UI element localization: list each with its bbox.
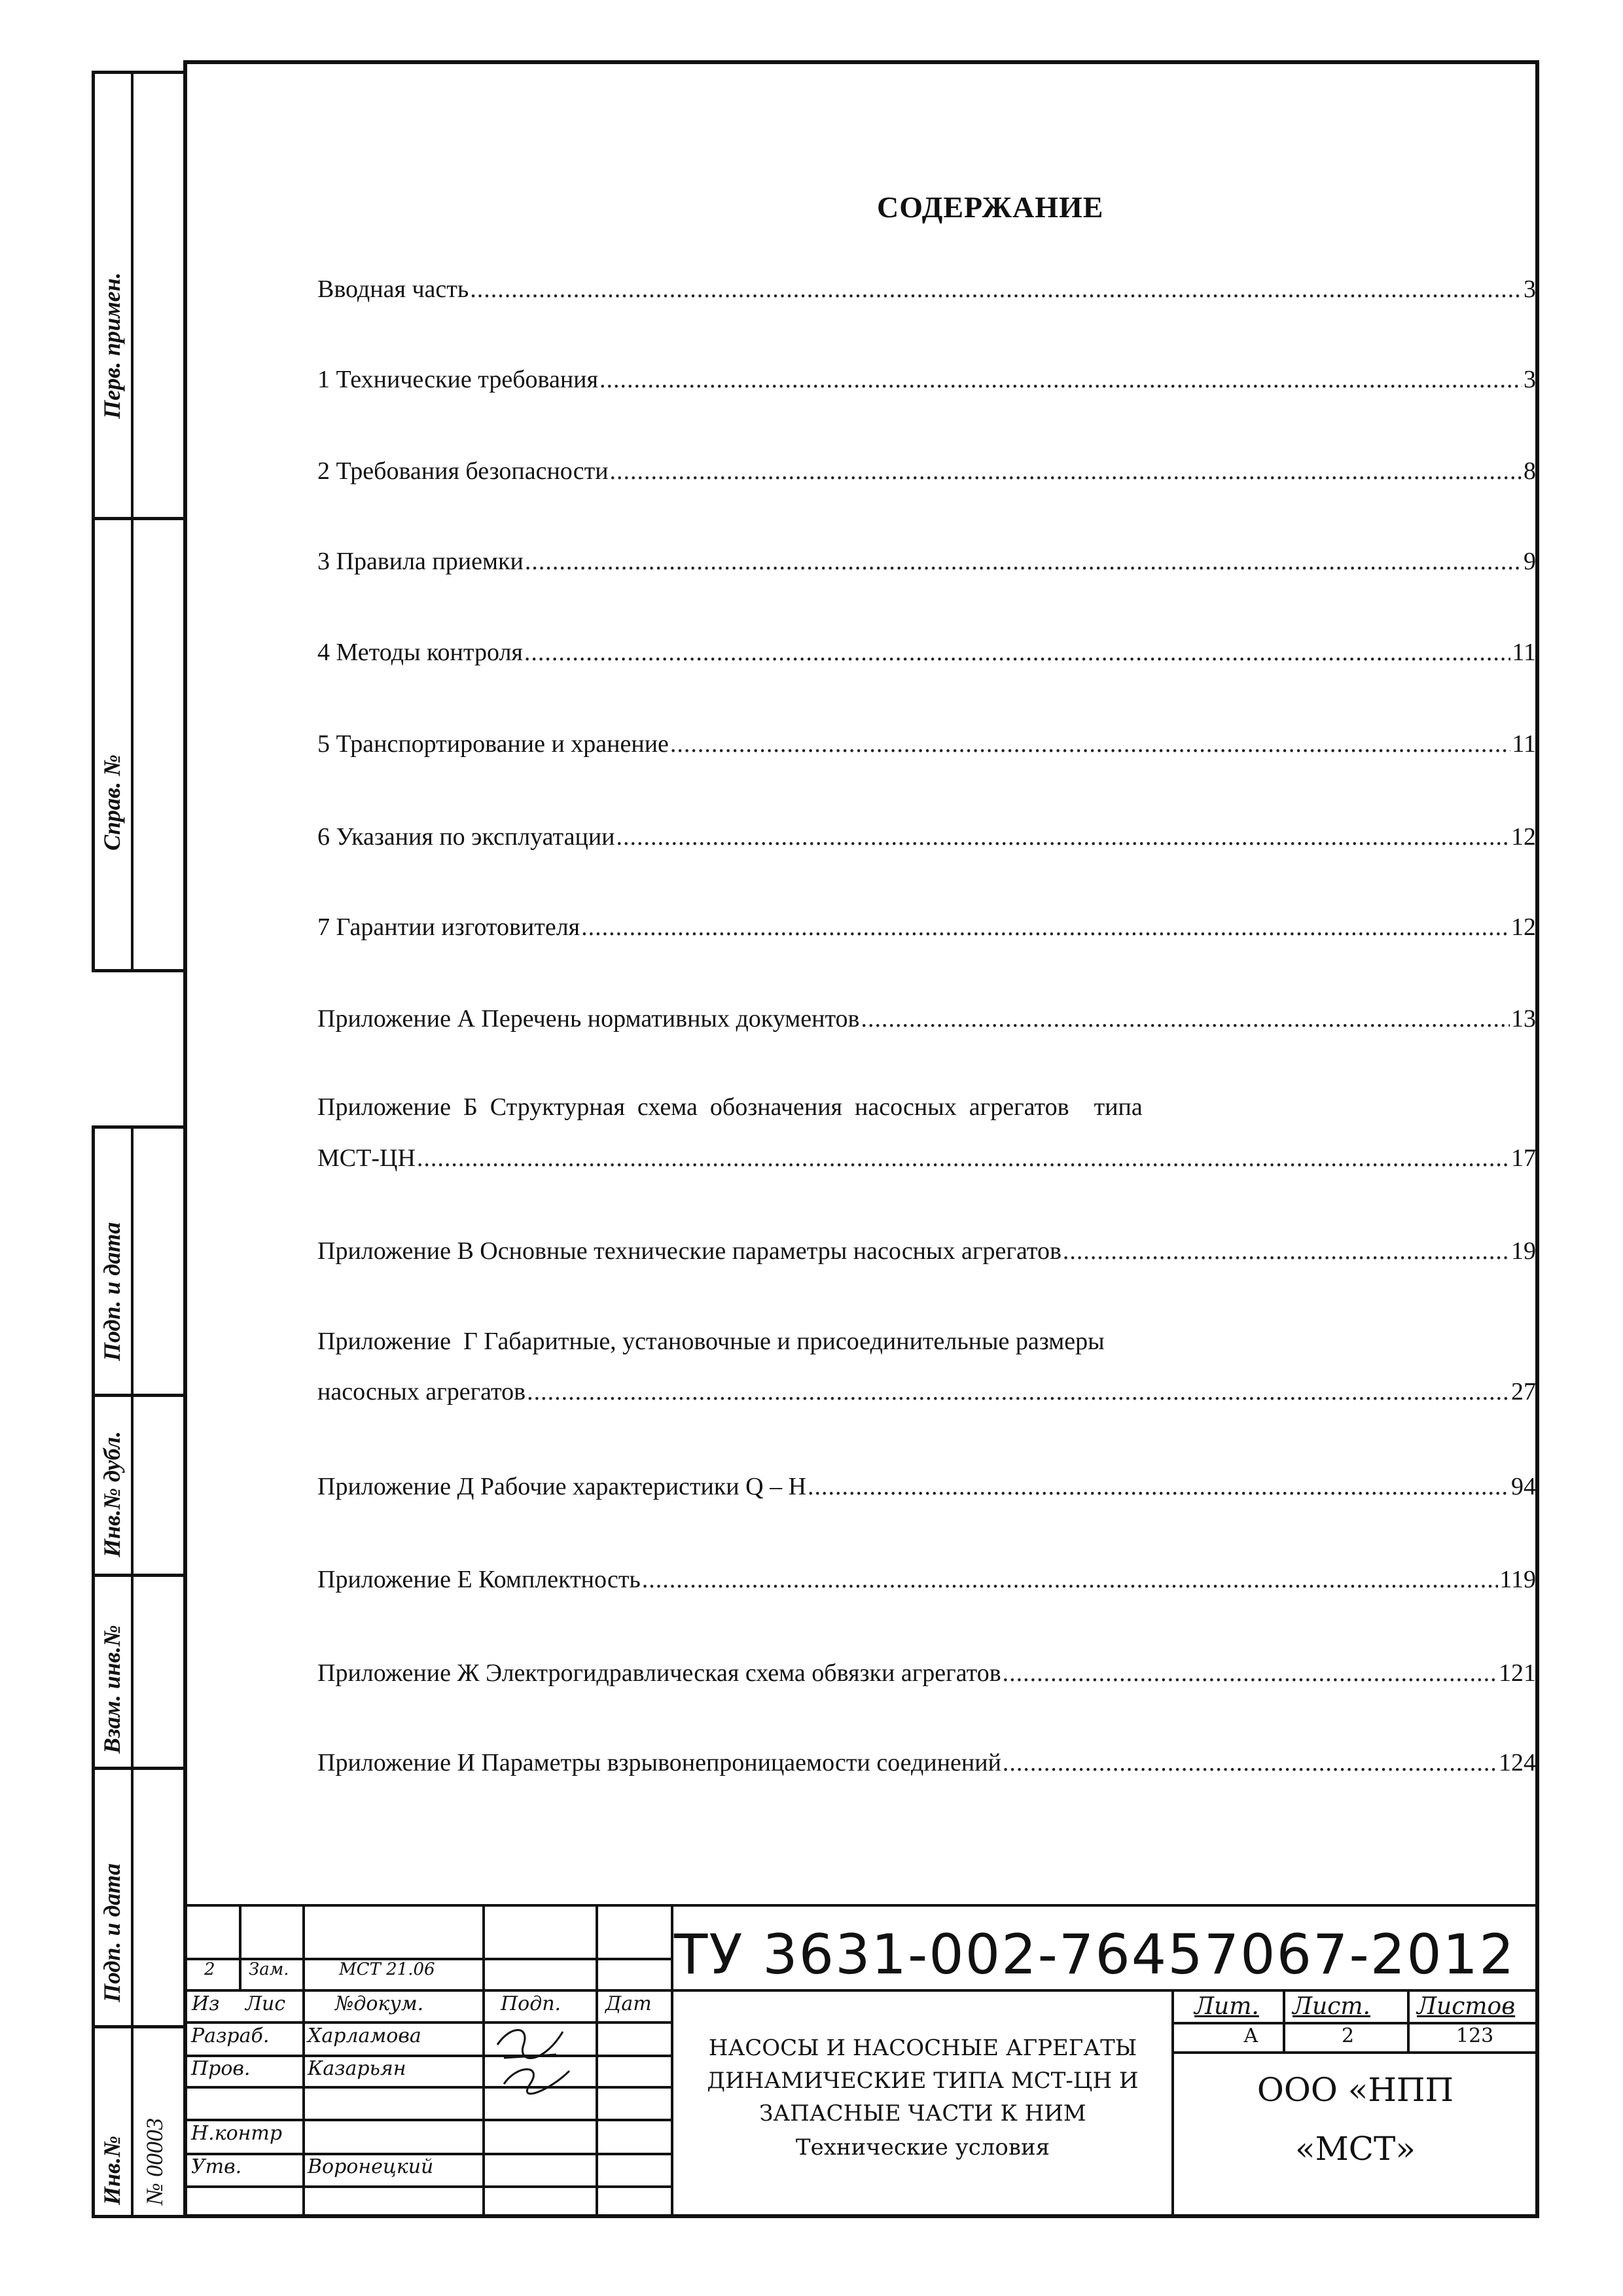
toc-item-page: 3	[1524, 275, 1536, 303]
tb-line	[1171, 2051, 1539, 2054]
label-podp-data-top: Подп. и дата	[99, 1222, 125, 1361]
inv-number: № 00003	[141, 2118, 168, 2205]
toc-item	[317, 365, 1536, 395]
toc-item-page: 119	[1499, 1566, 1536, 1593]
label-perv-primen: Перв. примен.	[99, 272, 125, 419]
role-prov: Пров.	[191, 2057, 251, 2080]
role-razrab: Разраб.	[191, 2024, 270, 2047]
strip-sep-5	[92, 2025, 187, 2028]
name-prov: Казарьян	[308, 2057, 406, 2080]
tb-line	[185, 2021, 672, 2024]
doc-name-line-1: НАСОСЫ И НАСОСНЫЕ АГРЕГАТЫ	[708, 2035, 1137, 2061]
label-inv-dubl: Инв.№ дубл.	[99, 1431, 125, 1557]
tb-vline	[1407, 1989, 1410, 2051]
tb-vline	[302, 1904, 305, 2218]
tb-line	[185, 2119, 672, 2121]
doc-name-line-4: Технические условия	[795, 2134, 1050, 2161]
header-dat: Дат	[605, 1992, 652, 2015]
header-doc: №докум.	[335, 1992, 424, 2015]
toc-item-page: 8	[1524, 457, 1536, 485]
list-value: 2	[1342, 2024, 1355, 2047]
toc-item-label: 4 Методы контроля	[317, 639, 523, 666]
toc-item	[317, 1144, 1536, 1174]
toc-item	[317, 638, 1536, 668]
toc-item-page: 27	[1511, 1378, 1536, 1405]
change-iz: 2	[204, 1960, 215, 1979]
header-podp: Подп.	[501, 1992, 562, 2015]
toc-item-page: 13	[1511, 1005, 1536, 1033]
toc-item-label: Приложение В Основные технические параметры насосных агрегатов	[317, 1237, 1061, 1265]
list-header: Лист.	[1293, 1993, 1370, 2020]
page-title: СОДЕРЖАНИЕ	[877, 190, 1104, 224]
listov-header: Листов	[1417, 1993, 1516, 2020]
toc-item-page: 12	[1511, 823, 1536, 851]
label-inv-podl: Инв.№	[99, 2135, 125, 2205]
toc-item-line1: Приложение Г Габаритные, установочные и присоединительные размеры	[317, 1328, 1105, 1355]
role-utv: Утв.	[191, 2155, 242, 2178]
header-iz: Из	[192, 1992, 220, 2015]
change-lis: Зам.	[249, 1960, 289, 1979]
tb-vline	[1283, 1989, 1285, 2051]
toc-item-label: МСТ-ЦН	[317, 1144, 416, 1172]
tb-line	[185, 1989, 1539, 1992]
toc-item-page: 121	[1499, 1659, 1536, 1687]
tb-line	[185, 2055, 672, 2057]
document-code: ТУ 3631-002-76457067-2012	[674, 1922, 1516, 1987]
toc-item-label: 2 Требования безопасности	[317, 457, 609, 485]
toc-item-label: 6 Указания по эксплуатации	[317, 823, 615, 851]
listov-value: 123	[1456, 2024, 1494, 2047]
label-vzam-inv: Взам. инв.№	[99, 1625, 125, 1754]
lit-header: Лит.	[1194, 1993, 1259, 2020]
tb-vline	[596, 1904, 598, 2218]
toc-item	[317, 1237, 1536, 1267]
toc-item-page: 11	[1512, 639, 1536, 666]
toc-item-label: Приложение А Перечень нормативных документов	[317, 1005, 860, 1033]
toc-item-page: 12	[1511, 913, 1536, 941]
strip-divider-bottom	[131, 1125, 134, 2218]
header-lis: Лис	[245, 1992, 286, 2015]
toc-item	[317, 457, 1536, 487]
strip-sep-1	[92, 517, 187, 520]
toc-item	[317, 730, 1536, 760]
toc-item-label: 1 Технические требования	[317, 366, 598, 393]
toc-item-page: 94	[1511, 1473, 1536, 1500]
toc-item	[317, 547, 1536, 577]
toc-item-page: 124	[1499, 1749, 1536, 1776]
toc-item-line1: Приложение Б Структурная схема обозначения насосных агрегатов типа	[317, 1093, 1143, 1121]
toc-item-page: 3	[1524, 366, 1536, 393]
toc-item-label: 5 Транспортирование и хранение	[317, 730, 669, 758]
toc-item-label: Приложение Ж Электрогидравлическая схема обвязки агрегатов	[317, 1659, 1001, 1687]
strip-sep-2	[92, 1394, 187, 1397]
doc-name-line-3: ЗАПАСНЫЕ ЧАСТИ К НИМ	[759, 2100, 1086, 2127]
toc-item-label: Вводная часть	[317, 275, 469, 303]
toc-item-label: Приложение Е Комплектность	[317, 1566, 641, 1593]
toc-item	[317, 1004, 1536, 1034]
org-line-1: ООО «НПП	[1257, 2071, 1454, 2109]
doc-name-line-2: ДИНАМИЧЕСКИЕ ТИПА МСТ-ЦН И	[707, 2068, 1139, 2094]
toc-item-page: 11	[1512, 730, 1536, 758]
toc-item	[317, 822, 1536, 853]
tb-line	[185, 2185, 672, 2188]
toc-item	[317, 275, 1536, 305]
label-podp-data-bottom: Подп. и дата	[99, 1863, 125, 2002]
tb-vline	[671, 1904, 673, 2218]
toc-item	[317, 1377, 1536, 1407]
name-utv: Воронецкий	[308, 2155, 434, 2178]
signature-marks	[484, 2019, 582, 2097]
label-sprav-no: Справ. №	[99, 754, 125, 851]
org-line-2: «МСТ»	[1295, 2130, 1416, 2168]
lit-value: А	[1243, 2024, 1258, 2047]
toc-item-page: 19	[1511, 1237, 1536, 1265]
toc-item	[317, 1748, 1536, 1778]
toc-item-label: насосных агрегатов	[317, 1378, 526, 1405]
toc-item	[317, 1565, 1536, 1595]
title-block-top-line	[185, 1904, 1539, 1907]
toc-item-label: 7 Гарантии изготовителя	[317, 913, 580, 941]
strip-sep-4	[92, 1767, 187, 1770]
strip-divider-top	[131, 71, 134, 972]
name-razrab: Харламова	[308, 2024, 421, 2047]
tb-vline	[239, 1904, 241, 1989]
toc-item-label: Приложение И Параметры взрывонепроницаемости соединений	[317, 1749, 1001, 1776]
toc-item	[317, 1659, 1536, 1689]
strip-sep-3	[92, 1574, 187, 1577]
tb-line	[185, 2086, 672, 2089]
change-doc: МСТ 21.06	[339, 1960, 435, 1979]
role-nkontr: Н.контр	[191, 2122, 283, 2145]
toc-item-label: Приложение Д Рабочие характеристики Q – H	[317, 1473, 807, 1500]
toc-item-page: 9	[1524, 548, 1536, 575]
toc-item-label: 3 Правила приемки	[317, 548, 524, 575]
toc-item-page: 17	[1511, 1144, 1536, 1172]
toc-item	[317, 913, 1536, 943]
toc-item	[317, 1472, 1536, 1502]
